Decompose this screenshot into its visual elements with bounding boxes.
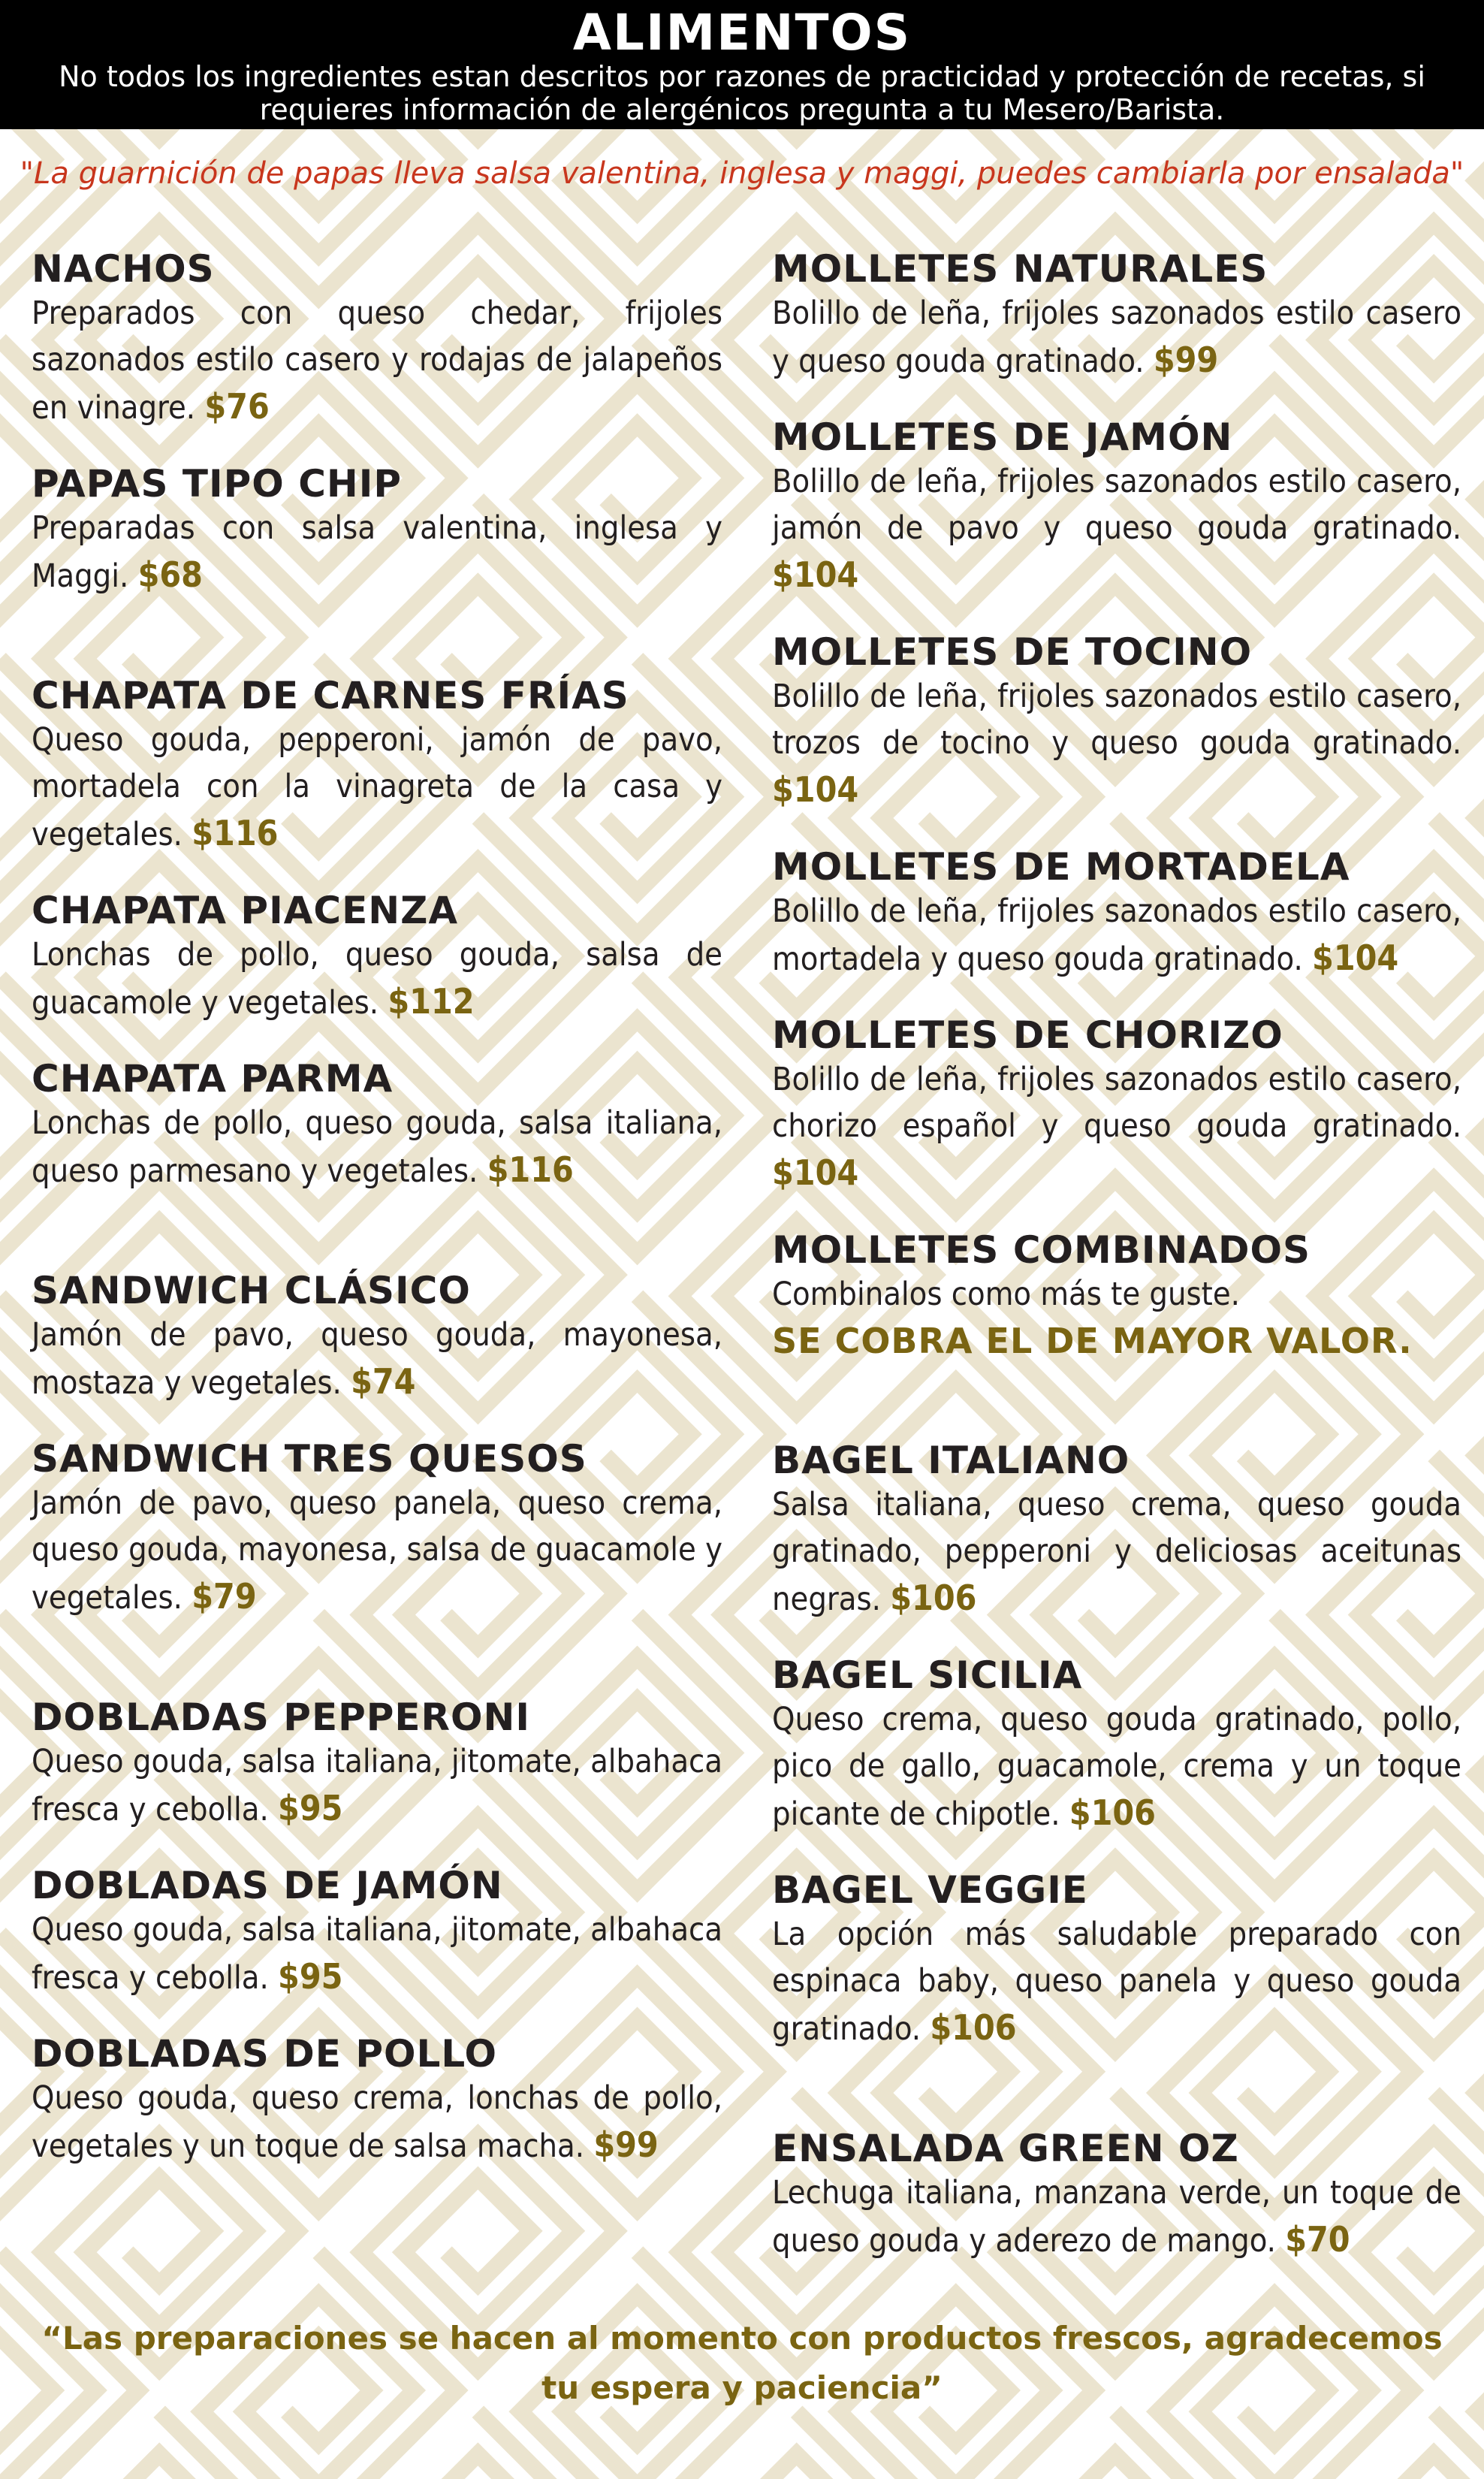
item-name: DOBLADAS DE JAMÓN	[32, 1864, 503, 1907]
item-name: BAGEL VEGGIE	[772, 1868, 1088, 1912]
menu-item	[32, 463, 722, 599]
item-price: $68	[137, 554, 203, 595]
menu-item	[772, 416, 1461, 599]
item-name: MOLLETES DE CHORIZO	[772, 1013, 1283, 1057]
menu-column-right	[772, 248, 1461, 2264]
item-name: BAGEL ITALIANO	[772, 1439, 1130, 1482]
item-description: Bolillo de leña, frijoles sazonados estilo casero y queso gouda gratinado. $99	[772, 294, 1461, 380]
item-price: $104	[772, 1152, 859, 1193]
item-price: $116	[192, 813, 279, 853]
item-name: CHAPATA DE CARNES FRÍAS	[32, 674, 629, 717]
menu-item	[32, 1696, 722, 1833]
menu-item	[772, 631, 1461, 814]
menu-item	[772, 1229, 1461, 1364]
item-price: $106	[890, 1578, 977, 1618]
menu-item	[32, 1058, 722, 1194]
item-name: MOLLETES DE JAMÓN	[772, 415, 1233, 459]
menu-item	[32, 1865, 722, 2001]
menu-item	[772, 248, 1461, 385]
item-description: Lonchas de pollo, queso gouda, salsa italiana, queso parmesano y vegetales. $116	[32, 1104, 722, 1190]
item-description: Queso crema, queso gouda gratinado, pollo, pico de gallo, guacamole, crema y un toque picante de chipotle. $106	[772, 1701, 1461, 1833]
item-name: ENSALADA GREEN OZ	[772, 2127, 1239, 2170]
menu-item	[772, 2127, 1461, 2264]
page-header	[0, 0, 1484, 129]
item-name: MOLLETES DE MORTADELA	[772, 845, 1350, 889]
menu-item	[32, 889, 722, 1026]
page-title: ALIMENTOS	[572, 4, 912, 62]
item-description: Queso gouda, queso crema, lonchas de pollo, vegetales y un toque de salsa macha. $99	[32, 2079, 722, 2165]
item-description: Queso gouda, salsa italiana, jitomate, albahaca fresca y cebolla. $95	[32, 1743, 723, 1828]
item-name: PAPAS TIPO CHIP	[32, 462, 402, 506]
item-name: CHAPATA PIACENZA	[32, 889, 459, 932]
pricing-note: SE COBRA EL DE MAYOR VALOR.	[772, 1321, 1413, 1361]
item-price: $104	[1312, 938, 1399, 978]
item-price: $106	[930, 2007, 1017, 2048]
item-price: $95	[278, 1956, 343, 1997]
item-name: BAGEL SICILIA	[772, 1653, 1083, 1697]
item-description: Bolillo de leña, frijoles sazonados estilo casero, trozos de tocino y queso gouda gratinado. $104	[772, 678, 1461, 810]
menu-item	[772, 1439, 1461, 1623]
item-description: Bolillo de leña, frijoles sazonados estilo casero, mortadela y queso gouda gratinado. $104	[772, 892, 1461, 978]
allergen-disclaimer: No todos los ingredientes estan descritos por razones de practicidad y protección de recetas, si requieres información de alergénicos pregunta a tu Mesero/Barista.	[59, 60, 1425, 126]
item-price: $99	[593, 2124, 659, 2165]
item-description: Preparados con queso chedar, frijoles sazonados estilo casero y rodajas de jalapeños en vinagre. $76	[32, 294, 722, 427]
item-price: $104	[772, 769, 859, 810]
item-description: Lechuga italiana, manzana verde, un toque de queso gouda y aderezo de mango. $70	[772, 2174, 1461, 2260]
item-description: Salsa italiana, queso crema, queso gouda gratinado, pepperoni y deliciosas aceitunas negras. $106	[772, 1486, 1461, 1618]
item-name: SANDWICH TRES QUESOS	[32, 1437, 587, 1481]
item-price: $76	[204, 386, 270, 427]
menu-column-left	[32, 248, 722, 2170]
item-price: $74	[351, 1361, 416, 1402]
menu-item	[772, 1654, 1461, 1837]
item-price: $99	[1153, 340, 1219, 380]
item-name: DOBLADAS PEPPERONI	[32, 1695, 530, 1739]
item-description: La opción más saludable preparado con espinaca baby, queso panela y queso gouda gratinado. $106	[772, 1916, 1461, 2048]
item-name: SANDWICH CLÁSICO	[32, 1269, 471, 1312]
menu-item	[32, 1438, 722, 1621]
menu-item	[32, 2033, 722, 2170]
menu-item	[772, 1869, 1461, 2052]
freshness-note: “Las preparaciones se hacen al momento con productos frescos, agradecemos tu espera y paciencia”	[41, 2320, 1443, 2406]
item-price: $116	[487, 1149, 574, 1190]
item-name: NACHOS	[32, 247, 215, 291]
menu-item	[32, 675, 722, 858]
item-description: Combinalos como más te guste.	[772, 1276, 1240, 1313]
item-description: Jamón de pavo, queso gouda, mayonesa, mostaza y vegetales. $74	[32, 1316, 722, 1402]
item-name: MOLLETES COMBINADOS	[772, 1228, 1311, 1272]
item-description: Lonchas de pollo, queso gouda, salsa de guacamole y vegetales. $112	[32, 936, 722, 1022]
item-description: Jamón de pavo, queso panela, queso crema, queso gouda, mayonesa, salsa de guacamole y vegetales. $79	[32, 1484, 722, 1617]
menu-item	[772, 846, 1461, 983]
item-price: $70	[1285, 2219, 1350, 2260]
garnish-note: "La guarnición de papas lleva salsa valentina, inglesa y maggi, puedes cambiarla por ensalada"	[20, 156, 1464, 191]
item-price: $95	[278, 1788, 343, 1828]
item-name: CHAPATA PARMA	[32, 1057, 394, 1101]
menu-item	[32, 1270, 722, 1406]
item-price: $104	[772, 554, 859, 595]
item-price: $112	[388, 981, 475, 1022]
menu-item	[772, 1014, 1461, 1197]
item-description: Bolillo de leña, frijoles sazonados estilo casero, jamón de pavo y queso gouda gratinado. $104	[772, 463, 1461, 595]
item-description: Preparadas con salsa valentina, inglesa y Maggi. $68	[32, 509, 722, 595]
menu-item	[32, 248, 722, 431]
item-description: Queso gouda, pepperoni, jamón de pavo, mortadela con la vinagreta de la casa y vegetales. $116	[32, 721, 722, 853]
item-price: $79	[192, 1576, 257, 1617]
item-price: $106	[1069, 1792, 1156, 1833]
item-name: DOBLADAS DE POLLO	[32, 2032, 497, 2076]
item-description: Bolillo de leña, frijoles sazonados estilo casero, chorizo español y queso gouda gratinado. $104	[772, 1061, 1461, 1193]
item-name: MOLLETES NATURALES	[772, 247, 1268, 291]
item-name: MOLLETES DE TOCINO	[772, 630, 1253, 674]
item-description: Queso gouda, salsa italiana, jitomate, albahaca fresca y cebolla. $95	[32, 1911, 723, 1997]
